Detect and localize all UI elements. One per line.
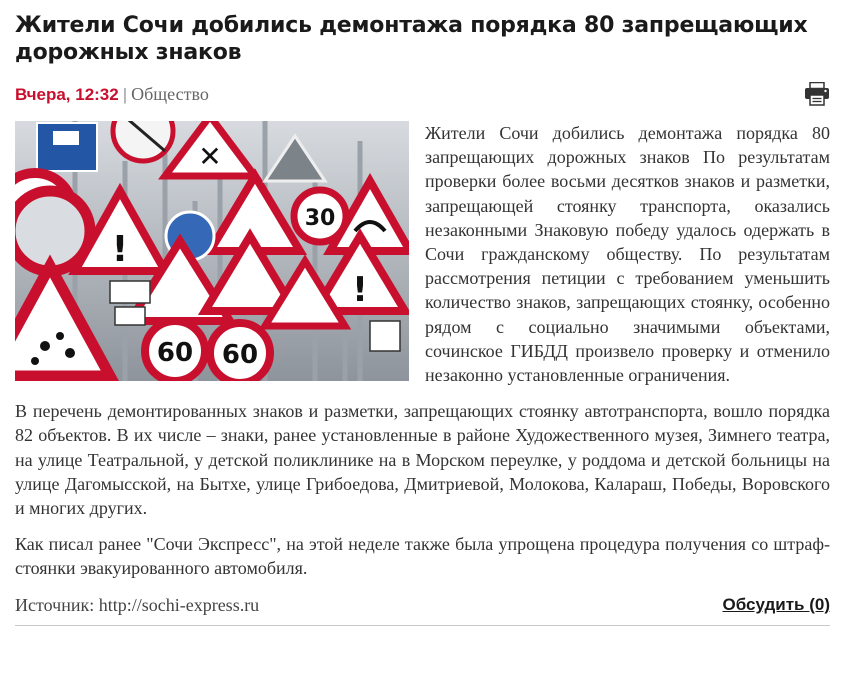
source-link[interactable]: Источник: http://sochi-express.ru <box>15 594 260 615</box>
category-link[interactable]: Общество <box>131 84 209 104</box>
article-meta <box>15 79 830 109</box>
printer-icon[interactable] <box>804 82 830 106</box>
article-paragraph: Жители Сочи добились демонтажа порядка 80 запрещающих дорожных знаков По результатам проверки более восьми десятков знаков и разметки, запрещающей стоянку транспорта, оказались незаконными Знаковую победу удалось одержать в Сочи гражданскому обществу. По результатам рассмотрения петиции с требованием уменьшить количество знаков, запрещающих стоянку, особенно рядом с социально значимыми объектами, сочинское ГИБДД произвело проверку и отменило незаконно установленные ограничения. <box>425 123 830 386</box>
meta-separator: | <box>122 85 128 104</box>
article-paragraph: Как писал ранее "Сочи Экспресс", на этой неделе также была упрощена процедура получения со штраф-стоянки эвакуированного автомобиля. <box>15 534 830 579</box>
discuss-link[interactable]: Обсудить (0) <box>722 594 830 614</box>
svg-text:!: ! <box>111 229 129 270</box>
svg-text:30: 30 <box>304 206 336 231</box>
article-body <box>15 121 830 581</box>
article-container <box>15 0 830 626</box>
svg-text:!: ! <box>352 270 368 310</box>
article-image <box>15 121 409 381</box>
publish-date: Вчера, 12:32 <box>15 85 119 104</box>
article-footer <box>15 595 830 626</box>
svg-text:60: 60 <box>221 340 259 370</box>
article-title: Жители Сочи добились демонтажа порядка 80 запрещающих дорожных знаков <box>15 13 808 65</box>
svg-text:✕: ✕ <box>198 140 222 173</box>
article-paragraph: В перечень демонтированных знаков и разметки, запрещающих стоянку автотранспорта, вошло порядка 82 объектов. В их числе – знаки, ранее установленные в районе Художественного музея, Зимнего театра, на улице Театральной, у детской поликлинике на в Морском переулке, у роддома и детской больницы на улице Дагомысской, на Бытхе, улице Грибоедова, Дмитриевой, Молокова, Калараш, Победы, Воровского и многих других. <box>15 401 830 519</box>
svg-text:60: 60 <box>156 338 194 368</box>
